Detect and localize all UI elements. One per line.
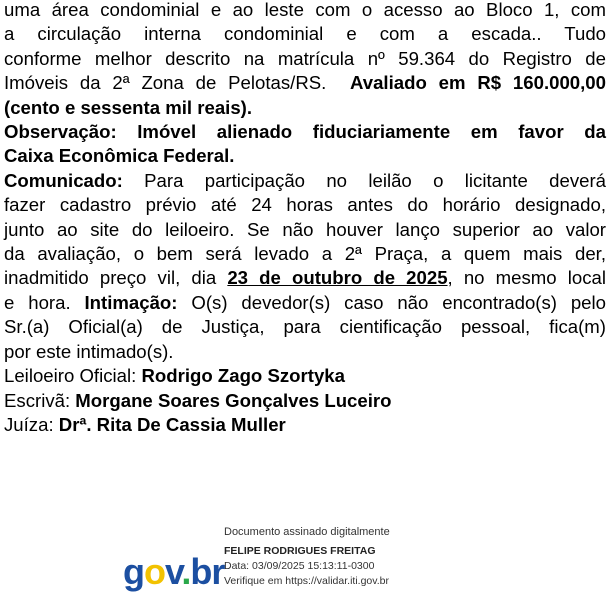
intimacao-label: Intimação: [84,291,178,313]
text: e hora. [4,291,71,313]
signature-details [224,525,390,589]
text-line [4,266,606,290]
text: Imóveis da 2ª Zona de Pelotas/RS. [4,72,327,94]
govbr-logo: gov.br [123,551,225,592]
text: junto ao site do leiloeiro. [4,218,235,240]
text: fazer cadastro prévio até 24 horas antes do horário designado, [4,194,606,216]
verify-link: Verifique em https://validar.iti.gov.br [224,575,389,587]
text-line [4,0,606,22]
text-line [4,22,606,46]
digital-signature-stamp [123,523,433,598]
text-line [4,291,606,315]
signer-name: FELIPE RODRIGUES FREITAG [224,545,376,557]
document-body [4,0,606,437]
signature-date: Data: 03/09/2025 15:13:11-0300 [224,560,375,572]
juiza-line [4,413,606,437]
text-line [4,71,606,95]
text-line [4,47,606,71]
escriva-line [4,389,606,413]
text-line [4,193,606,217]
text-line [4,218,606,242]
juiza-name: Drª. Rita De Cassia Muller [58,413,286,435]
leiloeiro-line [4,364,606,388]
text: a circulação interna condominial e com a escada.. Tudo [4,23,606,45]
text: Se não houver lanço superior ao valor [247,218,607,240]
text: Para participação no leilão o licitante deverá [144,169,606,191]
auction-date: 23 de outubro de 2025 [227,267,448,289]
text-line [4,242,606,266]
escriva-name: Morgane Soares Gonçalves Luceiro [75,389,392,411]
text: , no mesmo local [447,267,606,289]
signature-title: Documento assinado digitalmente [224,526,390,538]
text: inadmitido preço vil, dia [4,267,217,289]
text-line [4,340,606,364]
text: conforme melhor descrito na matrícula nº 59.364 do Registro de [4,47,606,69]
text-line [4,315,606,339]
text: Sr.(a) Oficial(a) de Justiça, para cientificação pessoal, fica(m) [4,316,606,338]
text: Caixa Econômica Federal. [4,145,235,167]
leiloeiro-name: Rodrigo Zago Szortyka [141,365,345,387]
label: Escrivã: [4,389,71,411]
observation-line [4,144,606,168]
text: O(s) devedor(s) caso não encontrado(s) pelo [191,291,606,313]
text-line [4,169,606,193]
observation-line [4,120,606,144]
valuation-amount: Avaliado em R$ 160.000,00 [350,72,606,94]
label: Leiloeiro Oficial: [4,365,137,387]
text: Observação: Imóvel alienado fiduciariamente em favor da [4,121,606,143]
valuation-words: (cento e sessenta mil reais). [4,96,253,118]
comunicado-label: Comunicado: [4,169,123,191]
text-line [4,96,606,120]
text: da avaliação, o bem será levado a 2ª Praça, a quem mais der, [4,243,606,265]
text: uma área condominial e ao leste com o acesso ao Bloco 1, com [4,0,606,20]
text: por este intimado(s). [4,340,174,362]
label: Juíza: [4,413,54,435]
